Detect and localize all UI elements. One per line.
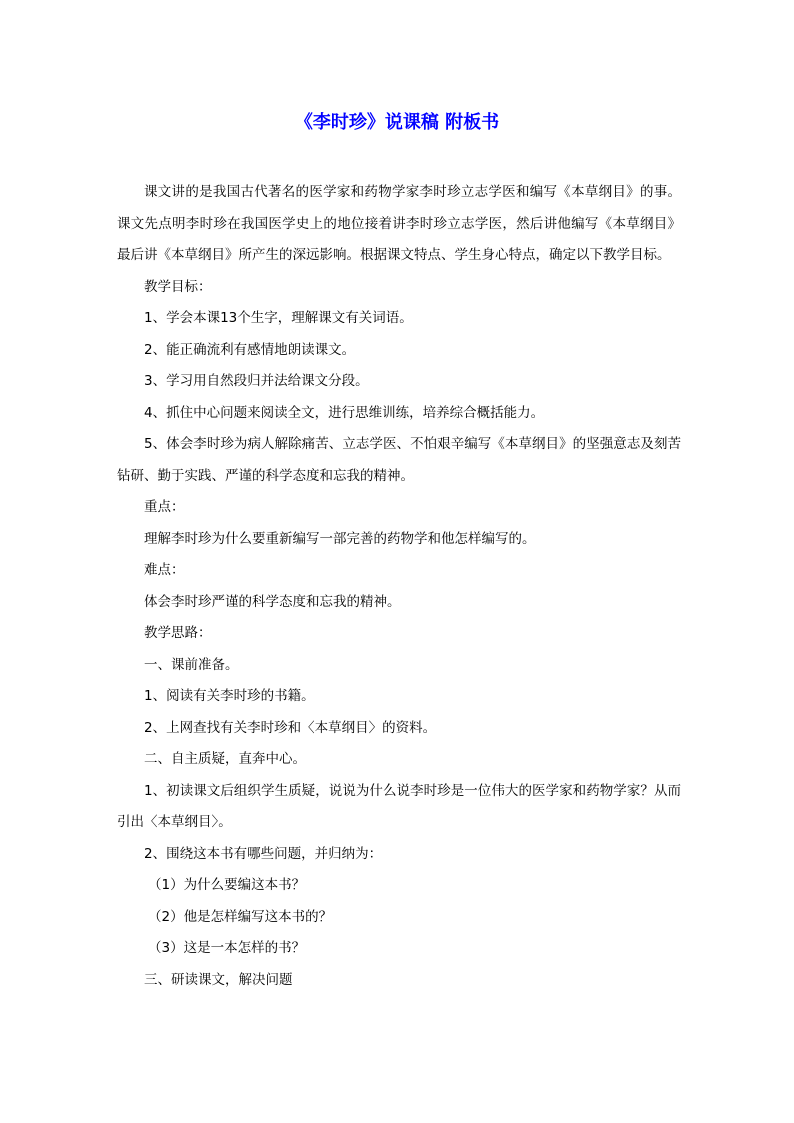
teaching-approach-heading: 教学思路： bbox=[144, 625, 212, 641]
goal-item: 1、学会本课13个生字，理解课文有关词语。 bbox=[144, 310, 413, 326]
section-heading: 三、研读课文，解决问题 bbox=[144, 971, 293, 988]
teaching-goals-heading: 教学目标： bbox=[144, 278, 212, 295]
goal-item: 2、能正确流利有感情地朗读课文。 bbox=[144, 341, 356, 358]
question-item: （3）这是一本怎样的书？ bbox=[148, 940, 306, 956]
intro-paragraph: 课文讲的是我国古代著名的医学家和药物学家李时珍立志学医和编写《本草纲目》的事。课文先点明李时珍在我国医学史上的地位接着讲李时珍立志学医，然后讲他编写《本草纲目》最后讲《本草纲目》所产生的深远影响。根据课文特点、学生身心特点，确定以下教学目标。 bbox=[117, 184, 681, 263]
key-point-text: 理解李时珍为什么要重新编写一部完善的药物学和他怎样编写的。 bbox=[144, 530, 536, 547]
goal-item: 3、学习用自然段归并法给课文分段。 bbox=[144, 373, 369, 389]
step-item: 1、初读课文后组织学生质疑，说说为什么说李时珍是一位伟大的医学家和药物学家？从而引出〈本草纲目〉。 bbox=[117, 782, 681, 830]
section-heading: 二、自主质疑，直奔中心。 bbox=[144, 751, 306, 767]
key-point-heading: 重点： bbox=[144, 499, 185, 515]
question-item: （2）他是怎样编写这本书的？ bbox=[148, 908, 333, 925]
difficulty-text: 体会李时珍严谨的科学态度和忘我的精神。 bbox=[144, 593, 401, 610]
question-item: （1）为什么要编这本书？ bbox=[148, 877, 306, 893]
document-title: 《李时珍》说课稿 附板书 bbox=[294, 112, 500, 133]
step-item: 2、围绕这本书有哪些问题，并归纳为： bbox=[144, 845, 383, 862]
step-item: 1、阅读有关李时珍的书籍。 bbox=[144, 688, 315, 704]
section-heading: 一、课前准备。 bbox=[144, 656, 239, 673]
goal-item: 4、抓住中心问题来阅读全文，进行思维训练，培养综合概括能力。 bbox=[144, 404, 545, 421]
step-item: 2、上网查找有关李时珍和〈本草纲目〉的资料。 bbox=[144, 719, 437, 736]
goal-item: 5、体会李时珍为病人解除痛苦、立志学医、不怕艰辛编写《本草纲目》的坚强意志及刻苦钻研、勤于实践、严谨的科学态度和忘我的精神。 bbox=[117, 436, 681, 484]
difficulty-heading: 难点： bbox=[144, 562, 185, 578]
document-body bbox=[117, 177, 681, 996]
